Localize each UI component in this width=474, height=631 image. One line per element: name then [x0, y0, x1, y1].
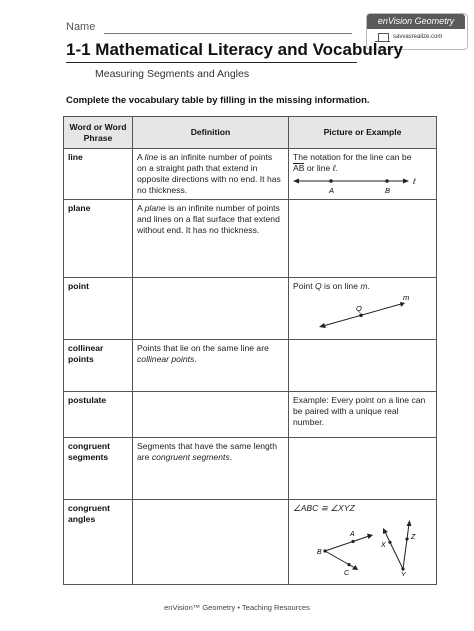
word-cell: plane [64, 200, 133, 278]
point-label-B: B [385, 186, 391, 195]
definition-cell: Points that lie on the same line are collinear points. [133, 340, 289, 392]
line-notation-text: The notation for the line can be AB or line ℓ. [293, 152, 412, 173]
point-label-C: C [344, 570, 350, 576]
word-cell: point [64, 278, 133, 340]
name-line [104, 33, 352, 34]
header-picture: Picture or Example [289, 117, 437, 149]
definition-cell [133, 278, 289, 340]
overline-notation: AB [293, 163, 305, 173]
name-label: Name [66, 21, 96, 33]
point-label-Q: Q [356, 304, 362, 313]
point-label-Z: Z [411, 534, 416, 541]
example-cell: Example: Every point on a line can be paired with a unique real number. [289, 392, 437, 438]
table-header-row [64, 117, 437, 149]
line-figure [293, 174, 431, 196]
word-cell: postulate [64, 392, 133, 438]
angles-figure [293, 514, 431, 576]
definition-cell: A line is an infinite number of points on a straight path that extend in opposite directions with no end. It has no thickness. [133, 149, 289, 200]
word-cell: collinear points [64, 340, 133, 392]
point-label-A: A [329, 186, 335, 195]
table-row [64, 392, 437, 438]
vocabulary-table [63, 116, 437, 585]
example-cell [289, 278, 437, 340]
table-row [64, 149, 437, 200]
title-rule [66, 62, 357, 63]
definition-cell [133, 500, 289, 585]
point-label-A: A [350, 531, 355, 538]
header-word: Word or Word Phrase [64, 117, 133, 149]
table-row [64, 438, 437, 500]
point-label-X: X [381, 542, 386, 549]
point-figure [293, 292, 431, 332]
angle-notation: ∠ABC ≅ ∠XYZ [293, 503, 355, 513]
example-cell [289, 149, 437, 200]
definition-cell: A plane is an infinite number of points and lines on a flat surface that extend without end. It has no thickness. [133, 200, 289, 278]
page-title: 1-1 Mathematical Literacy and Vocabulary [66, 40, 403, 59]
line-label: ℓ [413, 177, 416, 186]
point-example-text: Point Q is on line m. [293, 281, 370, 291]
brand-url: savvasrealize.com [393, 34, 443, 40]
word-cell: line [64, 149, 133, 200]
definition-cell [133, 392, 289, 438]
table-row [64, 500, 437, 585]
table-row [64, 200, 437, 278]
table-row [64, 340, 437, 392]
vertex-label-Y: Y [401, 572, 406, 576]
instructions: Complete the vocabulary table by filling in the missing information. [66, 95, 370, 106]
brand-name: enVision Geometry [367, 14, 465, 29]
example-cell [289, 500, 437, 585]
word-cell: congruent segments [64, 438, 133, 500]
page-subtitle: Measuring Segments and Angles [95, 68, 250, 80]
header-definition: Definition [133, 117, 289, 149]
example-cell [289, 438, 437, 500]
page-footer: enVision™ Geometry • Teaching Resources [164, 603, 310, 612]
example-cell [289, 200, 437, 278]
vertex-label-B: B [317, 549, 322, 556]
word-cell: congruent angles [64, 500, 133, 585]
line-label-m: m [403, 293, 410, 302]
definition-cell: Segments that have the same length are congruent segments. [133, 438, 289, 500]
table-row [64, 278, 437, 340]
example-cell [289, 340, 437, 392]
